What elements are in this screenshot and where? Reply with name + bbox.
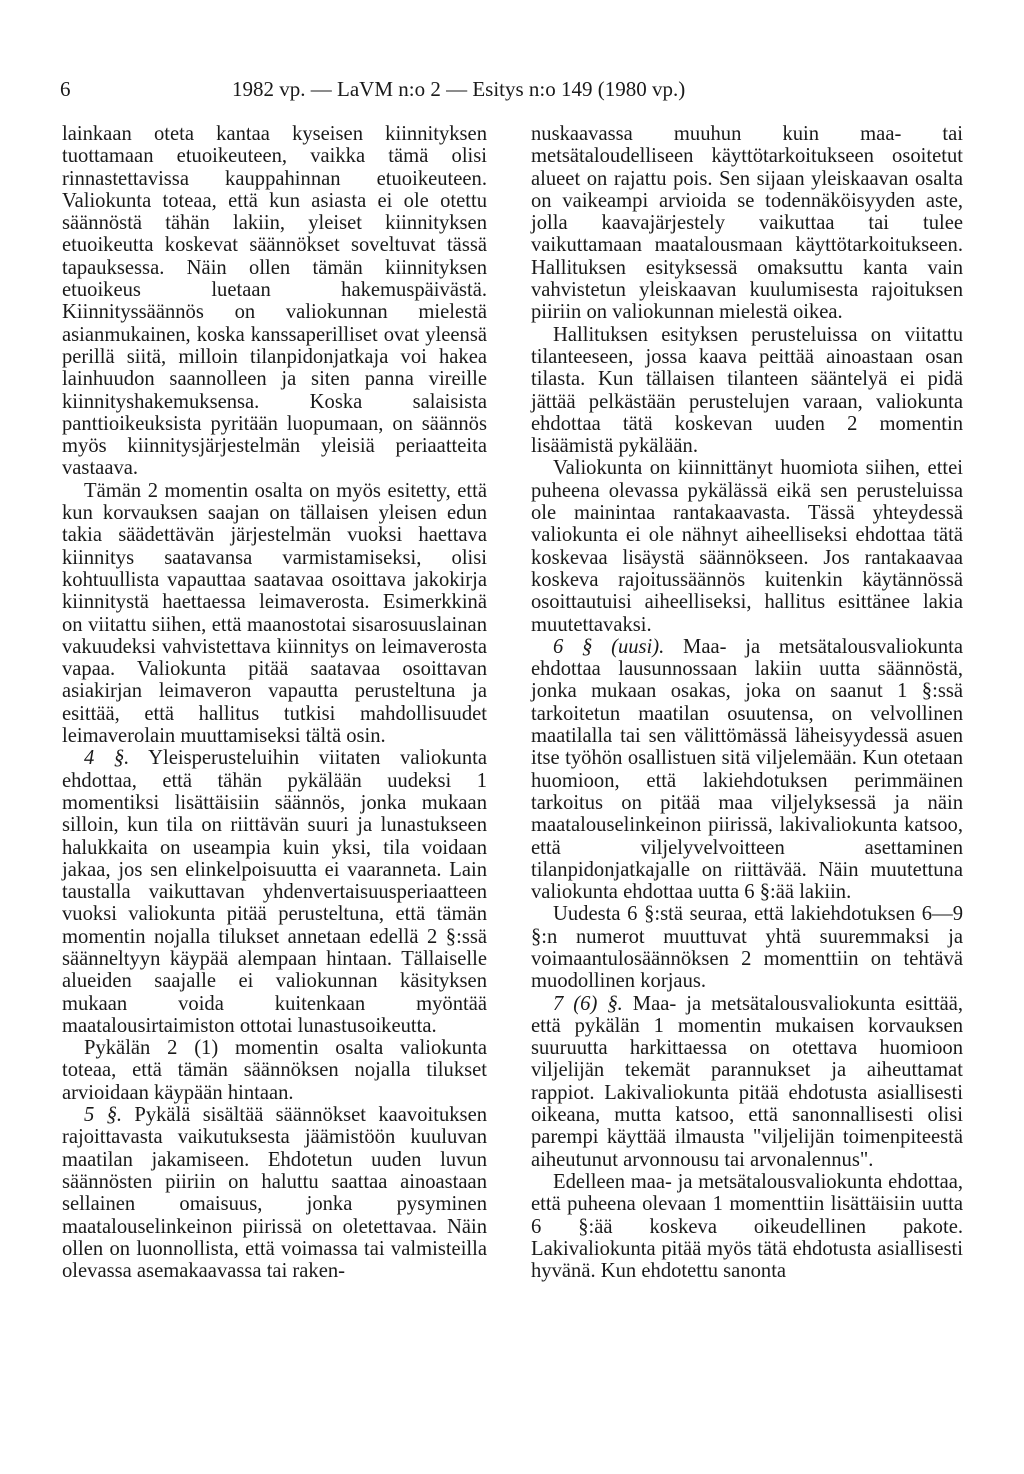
paragraph: 6 § (uusi). Maa- ja metsätalousvaliokunta ehdottaa lausunnossaan lakiin uutta säännöstä, jonka mukaan osakas, joka on saanut 1 §:ssä tarkoitetun maatilan osuutensa, on velvollinen maatilalla tai sen välittömässä läheisyydessä asuen itse työhön osallistuen sitä viljelemään. Kun otetaan huomioon, että lakiehdotuksen perimmäinen tarkoitus on pitää maa viljelyksessä ja näin maatalouselinkeinon piirissä, lakivaliokunta katsoo, että viljelyvelvoitteen asettaminen tilanpidonjatkajalle on riittävää. Näin muutettuna valiokunta ehdottaa uutta 6 §:ää lakiin.: [531, 635, 963, 904]
paragraph: nuskaavassa muuhun kuin maa- tai metsätaloudelliseen käyttötarkoitukseen osoitetut alueet on rajattu pois. Sen sijaan yleiskaavan osalta on vaikeampi arvioida se todennäköisyyden aste, jolla kaavajärjestely vaikuttaa tai tulee vaikuttamaan maatalousmaan käyttötarkoitukseen. Hallituksen esityksessä omaksuttu kanta vain vahvistetun yleiskaavan kuulumisesta rajoituksen piiriin on valiokunnan mielestä oikea.: [531, 123, 963, 324]
right-column: [531, 123, 963, 1282]
paragraph: Valiokunta on kiinnittänyt huomiota siihen, ettei puheena olevassa pykälässä eikä sen perusteluissa ole mainintaa rantakaavasta. Tässä yhteydessä valiokunta ei ole nähnyt aiheelliseksi ehdottaa tätä koskevaa lisäystä säännökseen. Jos rantakaavaa koskeva rajoitussäännös kuitenkin käytännössä osoittautuisi aiheelliseksi, hallitus esittänee lakia muutettavaksi.: [531, 457, 963, 636]
page-header: [60, 74, 970, 104]
paragraph: 5 §. Pykälä sisältää säännökset kaavoituksen rajoittavasta vaikutuksesta jäämistöön kuuluvan maatilan jakamiseen. Ehdotetun uuden luvun säännösten piiriin on haluttu saattaa ainoastaan sellainen omaisuus, jonka pysyminen maatalouselinkeinon piirissä on oletettavaa. Näin ollen on luonnollista, että voimassa tai valmisteilla olevassa asemakaavassa tai raken-: [62, 1104, 488, 1283]
paragraph: Edelleen maa- ja metsätalousvaliokunta ehdottaa, että puheena olevaan 1 momenttiin lisättäisiin uutta 6 §:ää koskeva oikeudellinen pakote. Lakivaliokunta pitää myös tätä ehdotusta asiallisesti hyvänä. Kun ehdotettu sanonta: [531, 1170, 963, 1283]
section-heading: 6 § (uusi).: [553, 635, 665, 658]
paragraph: lainkaan oteta kantaa kyseisen kiinnityksen tuottamaan etuoikeuteen, vaikka tämä olisi rinnastettavissa kauppahinnan etuoikeuteen. Valiokunta toteaa, että kun asiasta ei ole otettu säännöstä tähän lakiin, yleiset kiinnityksen etuoikeutta koskevat säännökset soveltuvat tässä tapauksessa. Näin ollen tämän kiinnityksen etuoikeus luetaan hakemuspäivästä. Kiinnityssäännös on valiokunnan mielestä asianmukainen, koska kanssaperilliset ovat yleensä perillä siitä, milloin tilanpidonjatkaja voi hakea lainhuudon saannolleen ja siten panna vireille kiinnityshakemuksensa. Koska salaisista panttioikeuksista pyritään luopumaan, on säännös myös kiinnitysjärjestelmän yleisiä periaatteita vastaava.: [62, 123, 487, 480]
paragraph: 7 (6) §. Maa- ja metsätalousvaliokunta esittää, että pykälän 1 momentin mukaisen korvauksen suuruutta harkittaessa on otettava huomioon viljelijän tekemät parannukset ja aiheuttamat rappiot. Lakivaliokunta pitää ehdotusta asiallisesti oikeana, mutta katsoo, että sanonnallisesti olisi parempi käyttää ilmausta "viljelijän toimenpiteestä aiheutunut arvonnousu tai arvonalennus".: [531, 992, 963, 1171]
page-number: 6: [60, 77, 71, 101]
section-heading: 5 §.: [84, 1104, 123, 1127]
paragraph: Tämän 2 momentin osalta on myös esitetty, että kun korvauksen saajan on tällaisen yleisen edun takia säädettävän järjestelmän vuoksi haettava kiinnitys saatavansa varmistamiseksi, olisi kohtuullista vapauttaa saatavaa osoittava jakokirja kiinnitystä haettaessa leimaverosta. Esimerkkinä on viitattu siihen, että maanostotai sisarosuuslainan vakuudeksi vahvistettava kiinnitys on leimaverosta vapaa. Valiokunta pitää saatavaa osoittavan asiakirjan leimaveron vapautta perusteltuna ja esittää, että hallitus tutkisi mahdollisuudet leimaverolain muuttamiseksi tältä osin.: [62, 479, 487, 748]
paragraph: Hallituksen esityksen perusteluissa on viitattu tilanteeseen, jossa kaava peittää ainoastaan osan tilasta. Kun tällaisen tilanteen sääntelyä ei pidä jättää pelkästään perustelujen varaan, valiokunta ehdottaa tätä koskevan uuden 2 momentin lisäämistä pykälään.: [531, 323, 963, 458]
section-heading: 7 (6) §.: [553, 992, 623, 1015]
paragraph: Pykälän 2 (1) momentin osalta valiokunta toteaa, että tämän säännöksen nojalla tilukset arvioidaan käypään hintaan.: [62, 1037, 487, 1104]
running-title: 1982 vp. — LaVM n:o 2 — Esitys n:o 149 (1980 vp.): [232, 77, 686, 101]
paragraph: 4 §. Yleisperusteluihin viitaten valiokunta ehdottaa, että tähän pykälään uudeksi 1 momentiksi lisättäisiin säännös, jonka mukaan silloin, kun tila on riittävän suuri ja lunastukseen halukkaita on useampia kuin yksi, tila voidaan jakaa, jos sen elinkelpoisuutta ei vaaranneta. Lain taustalla vaikuttavan yhdenvertaisuusperiaatteen vuoksi valiokunta pitää perusteltuna, että tämän momentin nojalla tilukset annetaan edellä 2 §:ssä säänneltyyn käypää alempaan hintaan. Tällaiselle alueiden saajalle ei valiokunnan käsityksen mukaan voida kuitenkaan myöntää maatalousirtaimiston ottotai lunastusoikeutta.: [62, 747, 487, 1037]
paragraph: Uudesta 6 §:stä seuraa, että lakiehdotuksen 6—9 §:n numerot muuttuvat yhtä suuremmaksi ja voimaantulosäännöksen 2 momenttiin on tehtävä muodollinen korjaus.: [531, 903, 963, 993]
section-heading: 4 §.: [84, 747, 130, 770]
left-column: [62, 123, 487, 1282]
